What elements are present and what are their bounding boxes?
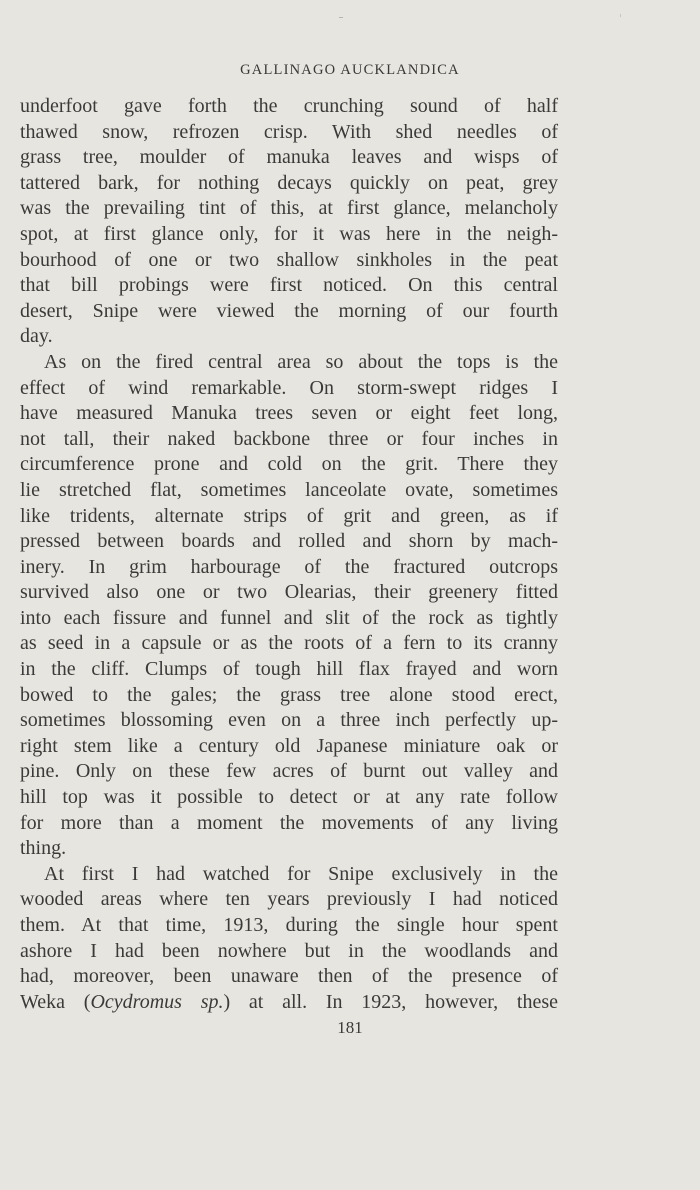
text-line: At first I had watched for Snipe exclusively in the bbox=[44, 862, 558, 885]
text-line: bowed to the gales; the grass tree alone stood erect, bbox=[20, 683, 558, 706]
text-line: day. bbox=[20, 325, 53, 348]
text-line: spot, at first glance only, for it was here in the neigh- bbox=[20, 222, 558, 245]
text-line: pressed between boards and rolled and shorn by mach- bbox=[20, 530, 558, 553]
paper-speck bbox=[339, 17, 343, 18]
text-line: lie stretched flat, sometimes lanceolate ovate, sometimes bbox=[20, 478, 558, 501]
text-line: as seed in a capsule or as the roots of a fern to its cranny bbox=[20, 632, 558, 655]
text-line: bourhood of one or two shallow sinkholes in the peat bbox=[20, 248, 558, 271]
text-line: grass tree, moulder of manuka leaves and wisps of bbox=[20, 146, 558, 169]
text-line: As on the fired central area so about the tops is the bbox=[44, 350, 558, 373]
text-line: thawed snow, refrozen crisp. With shed needles of bbox=[20, 120, 558, 143]
body-text bbox=[20, 94, 558, 1015]
text-line: have measured Manuka trees seven or eight feet long, bbox=[20, 402, 558, 425]
text-line: inery. In grim harbourage of the fractured outcrops bbox=[20, 555, 558, 578]
text-line: them. At that time, 1913, during the single hour spent bbox=[20, 914, 558, 936]
text-line: for more than a moment the movements of any living bbox=[20, 811, 558, 834]
text-line: effect of wind remarkable. On storm-swept ridges I bbox=[20, 376, 558, 399]
paragraph bbox=[20, 350, 558, 862]
text-line: ashore I had been nowhere but in the woodlands and bbox=[20, 939, 558, 962]
paragraph bbox=[20, 94, 558, 350]
species-name: Ocydromus sp. bbox=[90, 990, 224, 1013]
text-line: tattered bark, for nothing decays quickly on peat, grey bbox=[20, 171, 558, 194]
text-line: like tridents, alternate strips of grit and green, as if bbox=[20, 504, 558, 527]
text-line: thing. bbox=[20, 837, 67, 860]
text-line: survived also one or two Olearias, their greenery fitted bbox=[20, 581, 558, 604]
paragraph bbox=[20, 862, 558, 1016]
text-line: was the prevailing tint of this, at first glance, melancholy bbox=[20, 197, 558, 220]
paper-speck bbox=[620, 14, 621, 17]
text-line: pine. Only on these few acres of burnt out valley and bbox=[20, 760, 558, 783]
text-line: not tall, their naked backbone three or four inches in bbox=[20, 427, 558, 450]
running-head: GALLINAGO AUCKLANDICA bbox=[240, 62, 460, 78]
text-line: wooded areas where ten years previously I had noticed bbox=[20, 888, 558, 911]
text-line: into each fissure and funnel and slit of the rock as tightly bbox=[20, 606, 558, 629]
text-line: right stem like a century old Japanese miniature oak or bbox=[20, 734, 558, 757]
text-line: that bill probings were first noticed. On this central bbox=[20, 274, 558, 297]
text-line: desert, Snipe were viewed the morning of our fourth bbox=[20, 299, 558, 322]
text-line: underfoot gave forth the crunching sound of half bbox=[20, 95, 558, 117]
text-line: Weka (Ocydromus sp.) at all. In 1923, however, these bbox=[20, 990, 558, 1013]
text-line: circumference prone and cold on the grit. There they bbox=[20, 453, 558, 476]
page-number: 181 bbox=[337, 1018, 363, 1037]
text-line: sometimes blossoming even on a three inch perfectly up- bbox=[20, 709, 558, 732]
text-line: had, moreover, been unaware then of the presence of bbox=[20, 965, 558, 988]
text-line: hill top was it possible to detect or at any rate follow bbox=[20, 786, 558, 809]
text-line: in the cliff. Clumps of tough hill flax frayed and worn bbox=[20, 658, 558, 681]
